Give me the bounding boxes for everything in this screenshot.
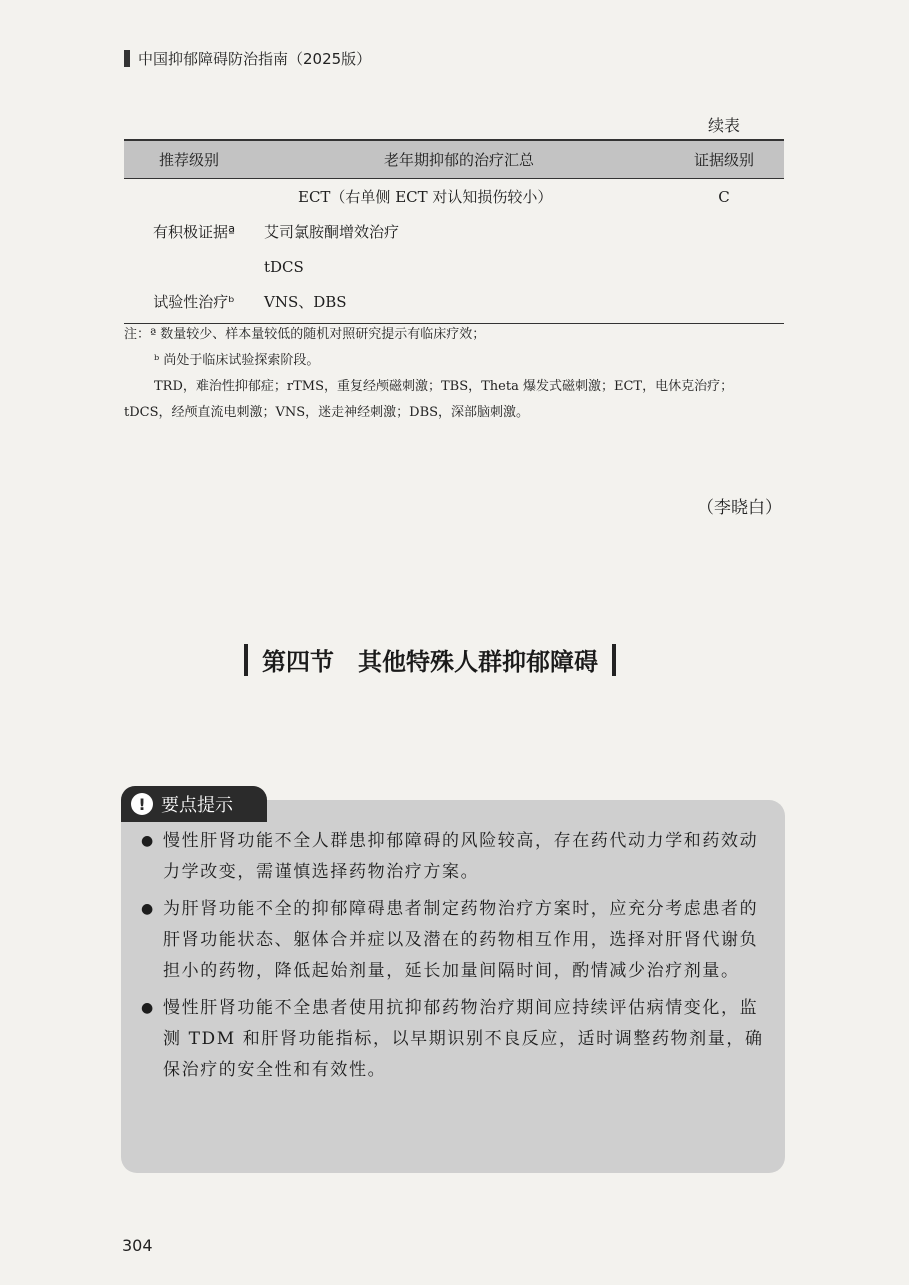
cell-treatment: ECT（右单侧 ECT 对认知损伤较小） — [298, 188, 553, 206]
table-continued-label: 续表 — [708, 116, 741, 135]
cell-treatment: tDCS — [264, 257, 304, 276]
running-head-title: 中国抑郁障碍防治指南（2025版） — [138, 50, 372, 68]
table-row — [124, 179, 784, 214]
running-head — [124, 48, 371, 69]
author-attribution: （李晓白） — [697, 498, 782, 518]
running-head-marker — [124, 50, 130, 67]
cell-level: 有积极证据ª — [152, 223, 236, 241]
table-header — [124, 139, 784, 179]
section-title: 第四节 其他特殊人群抑郁障碍 — [262, 648, 598, 676]
column-header-level: 推荐级别 — [158, 151, 219, 169]
table-row — [124, 249, 784, 284]
list-item: ● 为肝肾功能不全的抑郁障碍患者制定药物治疗方案时，应充分考虑患者的肝肾功能状态、躯体合并症以及潜在的药物相互作用，选择对肝肾代谢负担小的药物，降低起始剂量，延长加量间隔时间，酌情减少治疗剂量。 — [141, 894, 767, 987]
cell-level: 试验性治疗ᵇ — [153, 293, 235, 311]
cell-treatment: VNS、DBS — [264, 293, 347, 311]
column-header-treatment: 老年期抑郁的治疗汇总 — [383, 151, 534, 169]
column-header-evidence: 证据级别 — [693, 151, 754, 169]
heading-right-bar — [612, 644, 616, 676]
exclamation-icon: ! — [131, 793, 153, 815]
treatment-table — [124, 139, 784, 324]
bullet-icon: ● — [141, 901, 154, 917]
table-row — [124, 284, 784, 319]
section-heading — [244, 642, 616, 677]
page-number: 304 — [122, 1236, 153, 1255]
heading-left-bar — [244, 644, 248, 676]
list-item: ● 慢性肝肾功能不全患者使用抗抑郁药物治疗期间应持续评估病情变化，监测 TDM 和肝肾功能指标，以早期识别不良反应，适时调整药物剂量，确保治疗的安全性和有效性。 — [141, 993, 767, 1086]
table-note: 注：ª 数量较少、样本量较低的随机对照研究提示有临床疗效； — [124, 327, 486, 342]
table-notes — [124, 322, 789, 426]
keypoints-tab — [121, 786, 267, 822]
table-note: ᵇ 尚处于临床试验探索阶段。 — [154, 353, 320, 368]
cell-treatment: 艾司氯胺酮增效治疗 — [264, 223, 400, 241]
list-item: ● 慢性肝肾功能不全人群患抑郁障碍的风险较高，存在药代动力学和药效动力学改变，需谨慎选择药物治疗方案。 — [141, 826, 767, 888]
keypoints-label: 要点提示 — [161, 795, 233, 816]
table-note-abbreviations: tDCS，经颅直流电刺激；VNS，迷走神经刺激；DBS，深部脑刺激。 — [124, 405, 530, 420]
table-note-abbreviations: TRD，难治性抑郁症；rTMS，重复经颅磁刺激；TBS，Theta 爆发式磁刺激；ECT，电休克治疗； — [154, 379, 734, 394]
table-row — [124, 214, 784, 249]
keypoints-box — [121, 800, 785, 1173]
bullet-icon: ● — [141, 833, 154, 849]
cell-evidence: C — [718, 187, 730, 206]
bullet-icon: ● — [141, 1000, 154, 1016]
